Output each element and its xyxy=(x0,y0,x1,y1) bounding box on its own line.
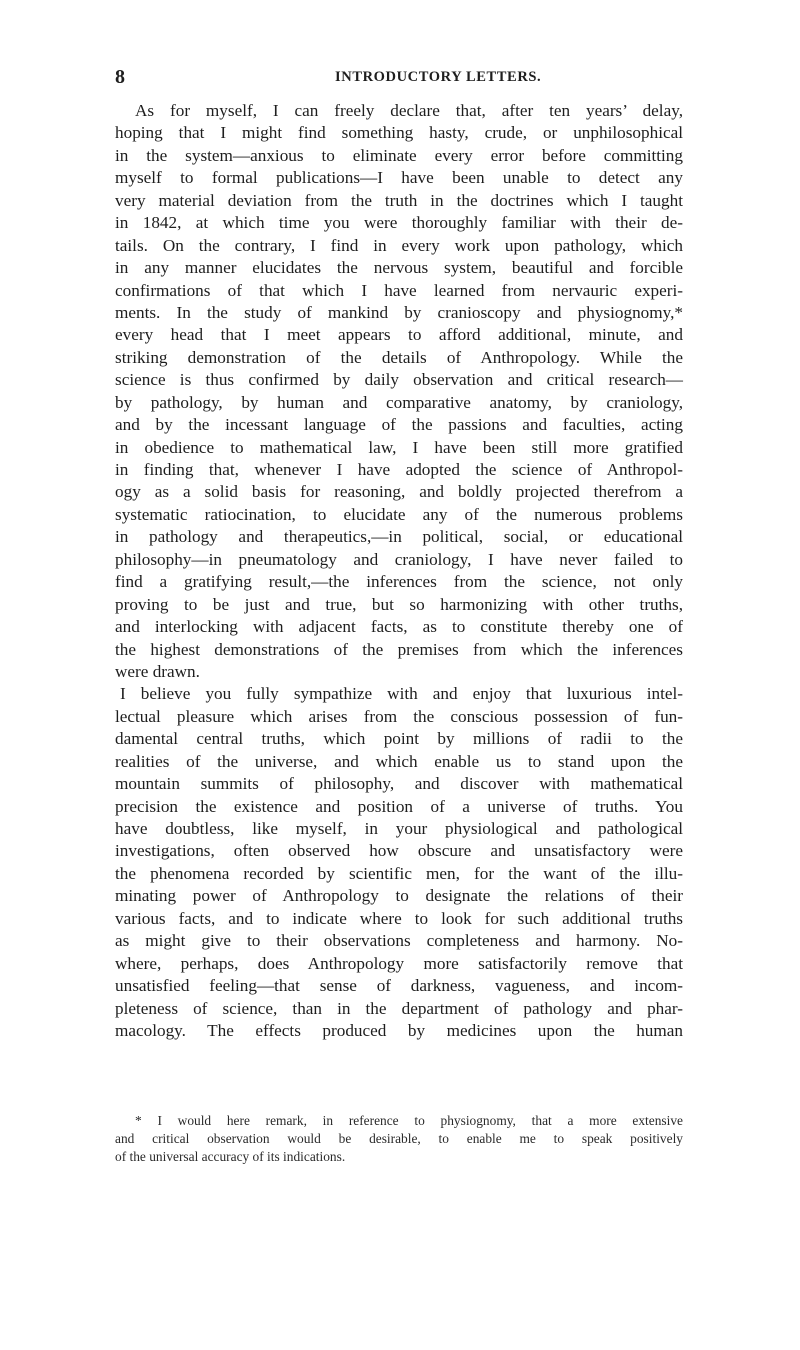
text-line: systematic ratiocination, to elucidate any of the numerous problems xyxy=(115,504,683,524)
text-line: ogy as a solid basis for reasoning, and boldly projected therefrom a xyxy=(115,482,683,502)
text-line: the highest demonstrations of the premises from which the inferences xyxy=(115,639,683,659)
text-line: where, perhaps, does Anthropology more satisfactorily remove that xyxy=(115,953,683,973)
text-line: as might give to their observations completeness and harmony. No- xyxy=(115,931,683,951)
text-line: in finding that, whenever I have adopted the science of Anthropol- xyxy=(115,460,683,479)
text-line: every head that I meet appears to afford additional, minute, and xyxy=(115,325,683,345)
text-line: minating power of Anthropology to designate the relations of their xyxy=(115,886,683,906)
text-line: by pathology, by human and comparative anatomy, by craniology, xyxy=(115,392,683,412)
footnote-line: and critical observation would be desirable, to enable me to speak positively xyxy=(115,1131,683,1146)
text-line: in 1842, at which time you were thoroughly familiar with their de- xyxy=(115,213,683,233)
text-line: find a gratifying result,—the inferences from the science, not only xyxy=(115,572,683,592)
text-line: various facts, and to indicate where to look for such additional truths xyxy=(115,908,683,928)
text-line: As for myself, I can freely declare that, after ten years’ delay, xyxy=(135,101,683,120)
text-line: tails. On the contrary, I find in every work upon pathology, which xyxy=(115,235,683,255)
text-line: confirmations of that which I have learned from nervauric experi- xyxy=(115,280,683,300)
text-line: have doubtless, like myself, in your physiological and pathological xyxy=(115,819,683,838)
text-line: science is thus confirmed by daily observation and critical research— xyxy=(115,370,683,390)
text-line: proving to be just and true, but so harmonizing with other truths, xyxy=(115,594,683,614)
text-line: lectual pleasure which arises from the conscious possession of fun- xyxy=(115,706,683,726)
page-number: 8 xyxy=(115,66,125,88)
text-line: in obedience to mathematical law, I have been still more gratified xyxy=(115,437,683,457)
text-line: I believe you fully sympathize with and enjoy that luxurious intel- xyxy=(120,684,683,704)
running-head xyxy=(115,66,683,90)
text-line: macology. The effects produced by medicines upon the human xyxy=(115,1020,683,1040)
text-line: in the system—anxious to eliminate every error before committing xyxy=(115,145,683,165)
text-line: mountain summits of philosophy, and discover with mathematical xyxy=(115,774,683,794)
text-line: striking demonstration of the details of Anthropology. While the xyxy=(115,347,683,367)
running-head-title: INTRODUCTORY LETTERS. xyxy=(335,69,542,85)
text-line: myself to formal publications—I have been unable to detect any xyxy=(115,168,683,188)
text-line: pleteness of science, than in the department of pathology and phar- xyxy=(115,998,683,1018)
text-line: realities of the universe, and which enable us to stand upon the xyxy=(115,751,683,771)
text-line: were drawn. xyxy=(115,661,200,681)
text-line: unsatisfied feeling—that sense of darkness, vagueness, and incom- xyxy=(115,976,683,996)
text-line: investigations, often observed how obscure and unsatisfactory were xyxy=(115,841,683,861)
text-line: very material deviation from the truth in the doctrines which I taught xyxy=(115,190,683,210)
text-line: philosophy—in pneumatology and craniology, I have never failed to xyxy=(115,549,683,569)
text-line: and by the incessant language of the passions and faculties, acting xyxy=(115,415,683,435)
text-line: in any manner elucidates the nervous system, beautiful and forcible xyxy=(115,258,683,278)
footnote-line: of the universal accuracy of its indications. xyxy=(115,1149,346,1164)
body-text xyxy=(115,100,683,1042)
footnote-line: * I would here remark, in reference to physiognomy, that a more extensive xyxy=(135,1113,683,1128)
text-line: in pathology and therapeutics,—in political, social, or educational xyxy=(115,527,683,547)
text-line: precision the existence and position of a universe of truths. You xyxy=(115,796,683,816)
text-line: damental central truths, which point by millions of radii to the xyxy=(115,729,683,749)
text-line: the phenomena recorded by scientific men, for the want of the illu- xyxy=(115,863,683,883)
footnote xyxy=(115,1112,683,1166)
text-line: ments. In the study of mankind by cranioscopy and physiognomy,* xyxy=(115,302,683,322)
text-line: and interlocking with adjacent facts, as to constitute thereby one of xyxy=(115,617,683,637)
text-line: hoping that I might find something hasty, crude, or unphilosophical xyxy=(115,123,683,143)
